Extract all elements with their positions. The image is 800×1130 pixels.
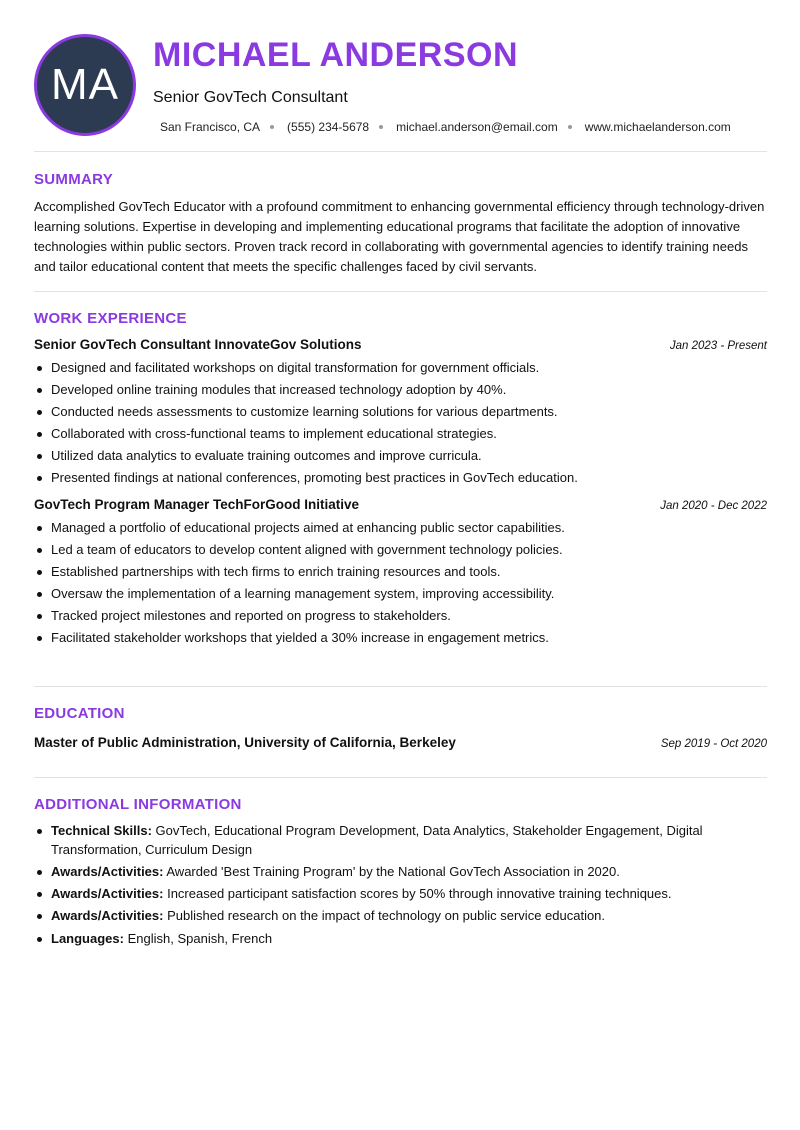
- item-text: English, Spanish, French: [127, 931, 273, 946]
- candidate-headline: Senior GovTech Consultant: [153, 89, 348, 106]
- list-item: Developed online training modules that increased technology adoption by 40%.: [34, 379, 767, 401]
- resume-header: [34, 0, 767, 152]
- list-item: [34, 884, 767, 903]
- work-experience-title: WORK EXPERIENCE: [34, 310, 187, 327]
- list-item: [34, 821, 767, 859]
- education-date: Sep 2019 - Oct 2020: [660, 738, 767, 750]
- list-item: [34, 929, 767, 948]
- dot-separator-icon: [270, 125, 274, 129]
- job-header: [34, 337, 767, 352]
- avatar: [34, 34, 136, 136]
- summary-section: [34, 152, 767, 292]
- education-degree: Master of Public Administration, University of California, Berkeley: [34, 735, 456, 750]
- candidate-name: MICHAEL ANDERSON: [153, 36, 519, 74]
- contact-location: San Francisco, CA: [160, 120, 261, 134]
- list-item: Collaborated with cross-functional teams to implement educational strategies.: [34, 423, 767, 445]
- list-item: [34, 906, 767, 925]
- additional-information-section: [34, 778, 767, 948]
- item-text: Increased participant satisfaction scores by 50% through innovative training techniques.: [167, 886, 672, 901]
- item-label: Technical Skills:: [51, 823, 152, 838]
- list-item: Designed and facilitated workshops on digital transformation for government officials.: [34, 357, 767, 379]
- additional-list: [34, 821, 767, 948]
- list-item: Managed a portfolio of educational projects aimed at enhancing public sector capabilities.: [34, 517, 767, 539]
- job-title: Senior GovTech Consultant InnovateGov Solutions: [34, 337, 362, 352]
- list-item: Facilitated stakeholder workshops that yielded a 30% increase in engagement metrics.: [34, 627, 767, 649]
- item-text: Awarded 'Best Training Program' by the National GovTech Association in 2020.: [166, 864, 620, 879]
- item-label: Languages:: [51, 931, 124, 946]
- item-label: Awards/Activities:: [51, 864, 164, 879]
- education-entry: [34, 735, 767, 750]
- education-section: [34, 687, 767, 778]
- job-date: Jan 2023 - Present: [669, 340, 767, 352]
- dot-separator-icon: [379, 125, 383, 129]
- item-text: Published research on the impact of technology on public service education.: [167, 908, 606, 923]
- list-item: Established partnerships with tech firms to enrich training resources and tools.: [34, 561, 767, 583]
- list-item: Led a team of educators to develop content aligned with government technology policies.: [34, 539, 767, 561]
- job-title: GovTech Program Manager TechForGood Initiative: [34, 497, 360, 512]
- job-bullets: [34, 357, 767, 489]
- list-item: Tracked project milestones and reported on progress to stakeholders.: [34, 605, 767, 627]
- list-item: [34, 862, 767, 881]
- job-header: [34, 497, 767, 512]
- dot-separator-icon: [568, 125, 572, 129]
- list-item: Conducted needs assessments to customize learning solutions for various departments.: [34, 401, 767, 423]
- contact-phone: (555) 234-5678: [287, 120, 370, 134]
- list-item: Utilized data analytics to evaluate training outcomes and improve curricula.: [34, 445, 767, 467]
- item-text: GovTech, Educational Program Development, Data Analytics, Stakeholder Engagement, Digital Transformation, Curriculum Design: [51, 823, 703, 857]
- item-label: Awards/Activities:: [51, 886, 164, 901]
- summary-title: SUMMARY: [34, 171, 114, 188]
- additional-information-title: ADDITIONAL INFORMATION: [34, 796, 242, 813]
- education-title: EDUCATION: [34, 705, 125, 722]
- avatar-initials: MA: [51, 60, 119, 109]
- summary-text: Accomplished GovTech Educator with a profound commitment to enhancing governmental efficiency through technology-driven learning solutions. Expertise in developing and implementing educational programs that facilitate the adoption of innovative technologies within public sectors. Proven track record in collaborating with governmental agencies to identify training needs and tailor educational content that meets the specific challenges faced by civil servants.: [34, 199, 765, 274]
- job-bullets: [34, 517, 767, 649]
- job-date: Jan 2020 - Dec 2022: [660, 500, 767, 512]
- item-label: Awards/Activities:: [51, 908, 164, 923]
- contact-info: [160, 120, 731, 134]
- work-experience-section: [34, 292, 767, 687]
- job-entry: [34, 497, 767, 649]
- contact-website[interactable]: www.michaelanderson.com: [584, 120, 731, 134]
- job-entry: [34, 337, 767, 489]
- list-item: Presented findings at national conferences, promoting best practices in GovTech education.: [34, 467, 767, 489]
- list-item: Oversaw the implementation of a learning management system, improving accessibility.: [34, 583, 767, 605]
- contact-email[interactable]: michael.anderson@email.com: [396, 120, 558, 134]
